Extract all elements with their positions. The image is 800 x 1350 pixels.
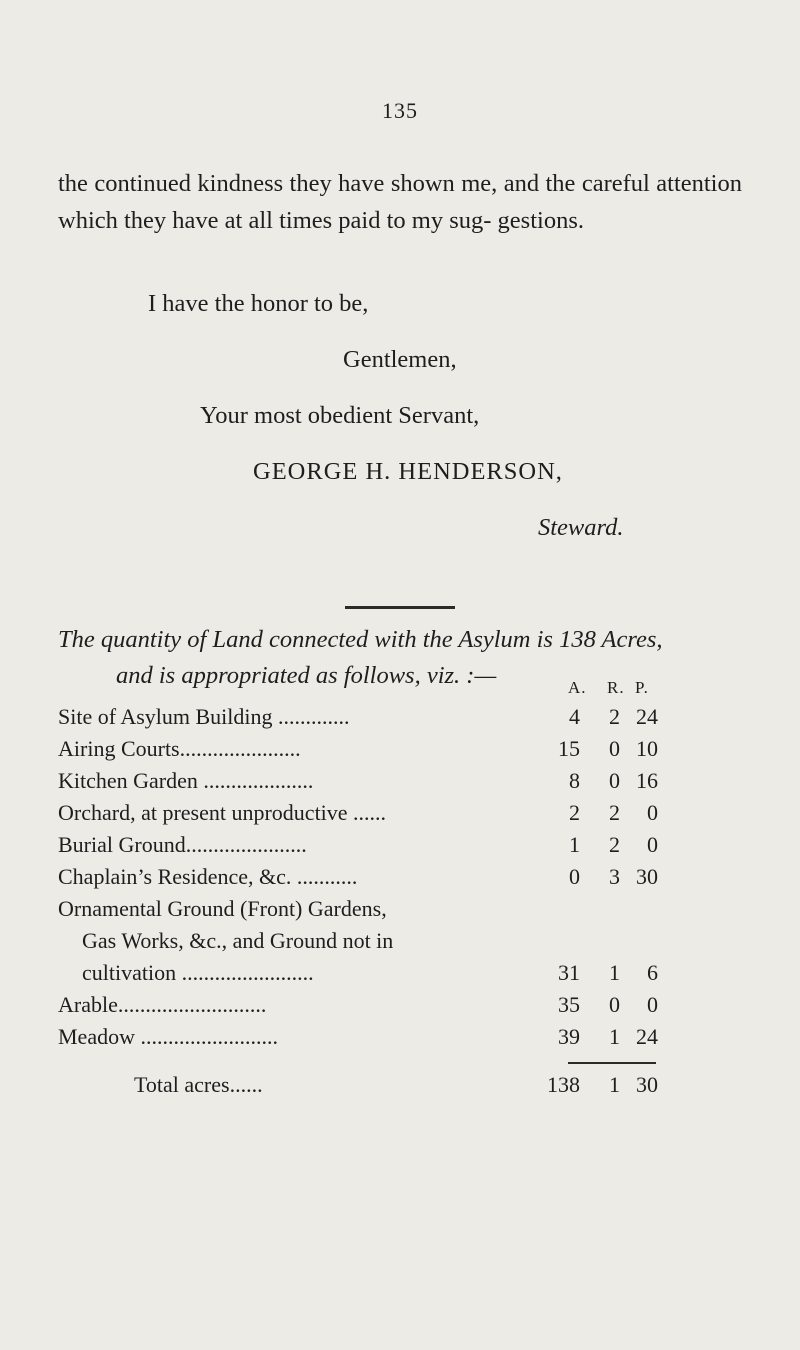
table-row [58,960,658,992]
row-label: Kitchen Garden .................... [58,768,314,793]
table-row [58,896,658,928]
row-label: Meadow ......................... [58,1024,278,1049]
row-label: Ornamental Ground (Front) Gardens, [58,896,387,921]
page-number: 135 [382,98,418,123]
roods-value: 2 [609,832,620,857]
row-label: Gas Works, &c., and Ground not in [82,928,394,953]
total-perches: 30 [636,1072,658,1097]
land-intro-line-2: and is appropriated as follows, viz. :— [116,662,497,689]
roods-value: 0 [609,992,620,1017]
closing-line: I have the honor to be, [148,290,369,317]
perches-value: 0 [647,992,658,1017]
acres-value: 2 [569,800,580,825]
roods-value: 0 [609,736,620,761]
acres-value: 1 [569,832,580,857]
header-roods: R. [607,678,625,697]
acres-value: 4 [569,704,580,729]
acres-value: 8 [569,768,580,793]
land-intro-line-1: The quantity of Land connected with the Asylum is 138 Acres, [58,626,663,653]
table-row-continuation [82,928,682,960]
table-row [58,832,658,864]
table-row [58,800,658,832]
total-row [58,1072,658,1104]
header-acres: A. [568,678,587,697]
total-acres: 138 [547,1072,580,1097]
perches-value: 6 [647,960,658,985]
row-label: Orchard, at present unproductive ...... [58,800,387,825]
total-label: Total acres...... [134,1072,263,1097]
perches-value: 10 [636,736,658,761]
acres-value: 35 [558,992,580,1017]
perches-value: 0 [647,832,658,857]
body-paragraph: the continued kindness they have shown me, and the careful attention which they have at all times paid to my sug- gestions. [58,170,742,234]
acres-value: 31 [558,960,580,985]
table-row [58,1024,658,1056]
table-row [58,768,658,800]
header-perches: P. [635,678,649,697]
section-divider [345,606,455,609]
row-label: cultivation ........................ [82,960,314,985]
row-label: Site of Asylum Building ............. [58,704,350,729]
roods-value: 2 [609,704,620,729]
perches-value: 30 [636,864,658,889]
perches-value: 0 [647,800,658,825]
perches-value: 24 [636,1024,658,1049]
total-rule [568,1062,656,1064]
acres-value: 15 [558,736,580,761]
table-row [58,736,658,768]
perches-value: 16 [636,768,658,793]
perches-value: 24 [636,704,658,729]
roods-value: 0 [609,768,620,793]
row-label: Arable........................... [58,992,267,1017]
row-label: Airing Courts...................... [58,736,301,761]
row-label: Burial Ground...................... [58,832,307,857]
signature-title: Steward. [538,514,624,541]
total-roods: 1 [609,1072,620,1097]
signature-name: GEORGE H. HENDERSON, [253,458,563,485]
row-label: Chaplain’s Residence, &c. ........... [58,864,358,889]
table-row [58,864,658,896]
acres-value: 0 [569,864,580,889]
roods-value: 1 [609,1024,620,1049]
table-row [58,704,658,736]
salutation: Gentlemen, [343,346,457,373]
acres-value: 39 [558,1024,580,1049]
closing-servant-line: Your most obedient Servant, [200,402,480,429]
table-row [58,992,658,1024]
roods-value: 3 [609,864,620,889]
roods-value: 1 [609,960,620,985]
roods-value: 2 [609,800,620,825]
